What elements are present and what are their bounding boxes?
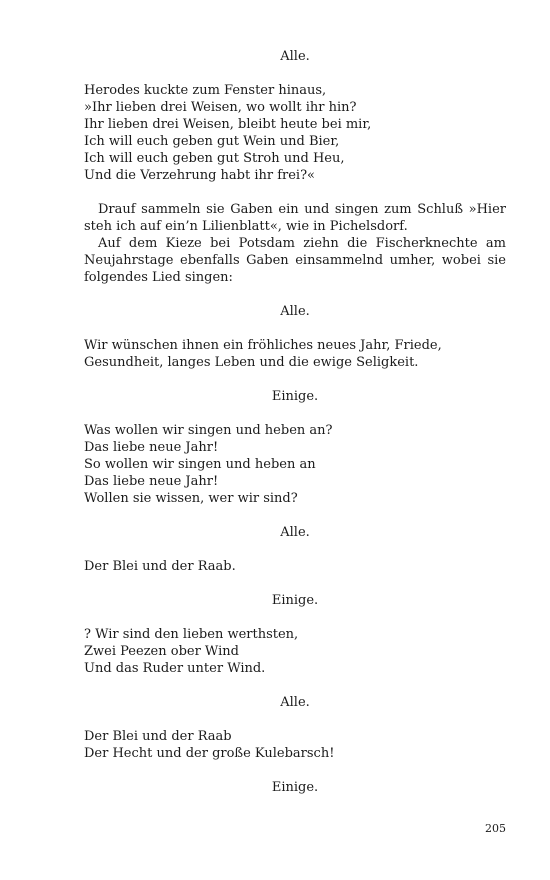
verse-line: Und das Ruder unter Wind. (84, 661, 266, 676)
speaker-heading: Alle. (280, 525, 310, 540)
prose-block (84, 201, 506, 286)
speaker-heading: Alle. (280, 695, 310, 710)
verse-block (84, 626, 506, 677)
verse-line: So wollen wir singen und heben an (84, 457, 316, 472)
verse-line: Ich will euch geben gut Wein und Bier, (84, 134, 340, 149)
verse-line: ? Wir sind den lieben werthsten, (84, 627, 299, 642)
verse-block (84, 337, 506, 371)
verse-line: Wollen sie wissen, wer wir sind? (84, 491, 298, 506)
spacer (84, 575, 506, 592)
verse-line: Der Blei und der Raab. (84, 559, 236, 574)
spacer (84, 541, 506, 558)
verse-line: Das liebe neue Jahr! (84, 474, 219, 489)
spacer (84, 609, 506, 626)
spacer (84, 405, 506, 422)
verse-line: Wir wünschen ihnen ein fröhliches neues Jahr, Friede, (84, 338, 442, 353)
spacer (84, 320, 506, 337)
spacer (84, 65, 506, 82)
spacer (84, 677, 506, 694)
page-number: 205 (485, 822, 506, 835)
verse-line: Der Blei und der Raab (84, 729, 232, 744)
paragraph: Auf dem Kieze bei Potsdam ziehn die Fischerknechte am Neujahrstage ebenfalls Gaben einsammelnd umher, wobei sie folgendes Lied singen: (84, 236, 506, 285)
speaker-heading: Einige. (271, 780, 319, 795)
verse-block (84, 82, 506, 184)
speaker-heading: Einige. (271, 389, 319, 404)
verse-block (84, 728, 506, 762)
spacer (84, 711, 506, 728)
verse-line: Was wollen wir singen und heben an? (84, 423, 333, 438)
verse-block (84, 558, 506, 575)
spacer (84, 762, 506, 779)
spacer (84, 184, 506, 201)
verse-line: Ihr lieben drei Weisen, bleibt heute bei mir, (84, 117, 372, 132)
verse-line: Zwei Peezen ober Wind (84, 644, 239, 659)
spacer (84, 507, 506, 524)
verse-line: Der Hecht und der große Kulebarsch! (84, 746, 335, 761)
speaker-heading: Alle. (280, 49, 310, 64)
spacer (84, 371, 506, 388)
verse-line: Gesundheit, langes Leben und die ewige Seligkeit. (84, 355, 419, 370)
verse-line: »Ihr lieben drei Weisen, wo wollt ihr hin? (84, 100, 357, 115)
spacer (84, 286, 506, 303)
paragraph: Drauf sammeln sie Gaben ein und singen zum Schluß »Hier steh ich auf ein’n Lilienblatt«, wie in Pichelsdorf. (84, 202, 506, 234)
verse-line: Und die Verzehrung habt ihr frei?« (84, 168, 315, 183)
speaker-heading: Alle. (280, 304, 310, 319)
speaker-heading: Einige. (271, 593, 319, 608)
verse-line: Herodes kuckte zum Fenster hinaus, (84, 83, 327, 98)
verse-block (84, 422, 506, 507)
verse-line: Das liebe neue Jahr! (84, 440, 219, 455)
page-content (84, 48, 506, 796)
verse-line: Ich will euch geben gut Stroh und Heu, (84, 151, 345, 166)
